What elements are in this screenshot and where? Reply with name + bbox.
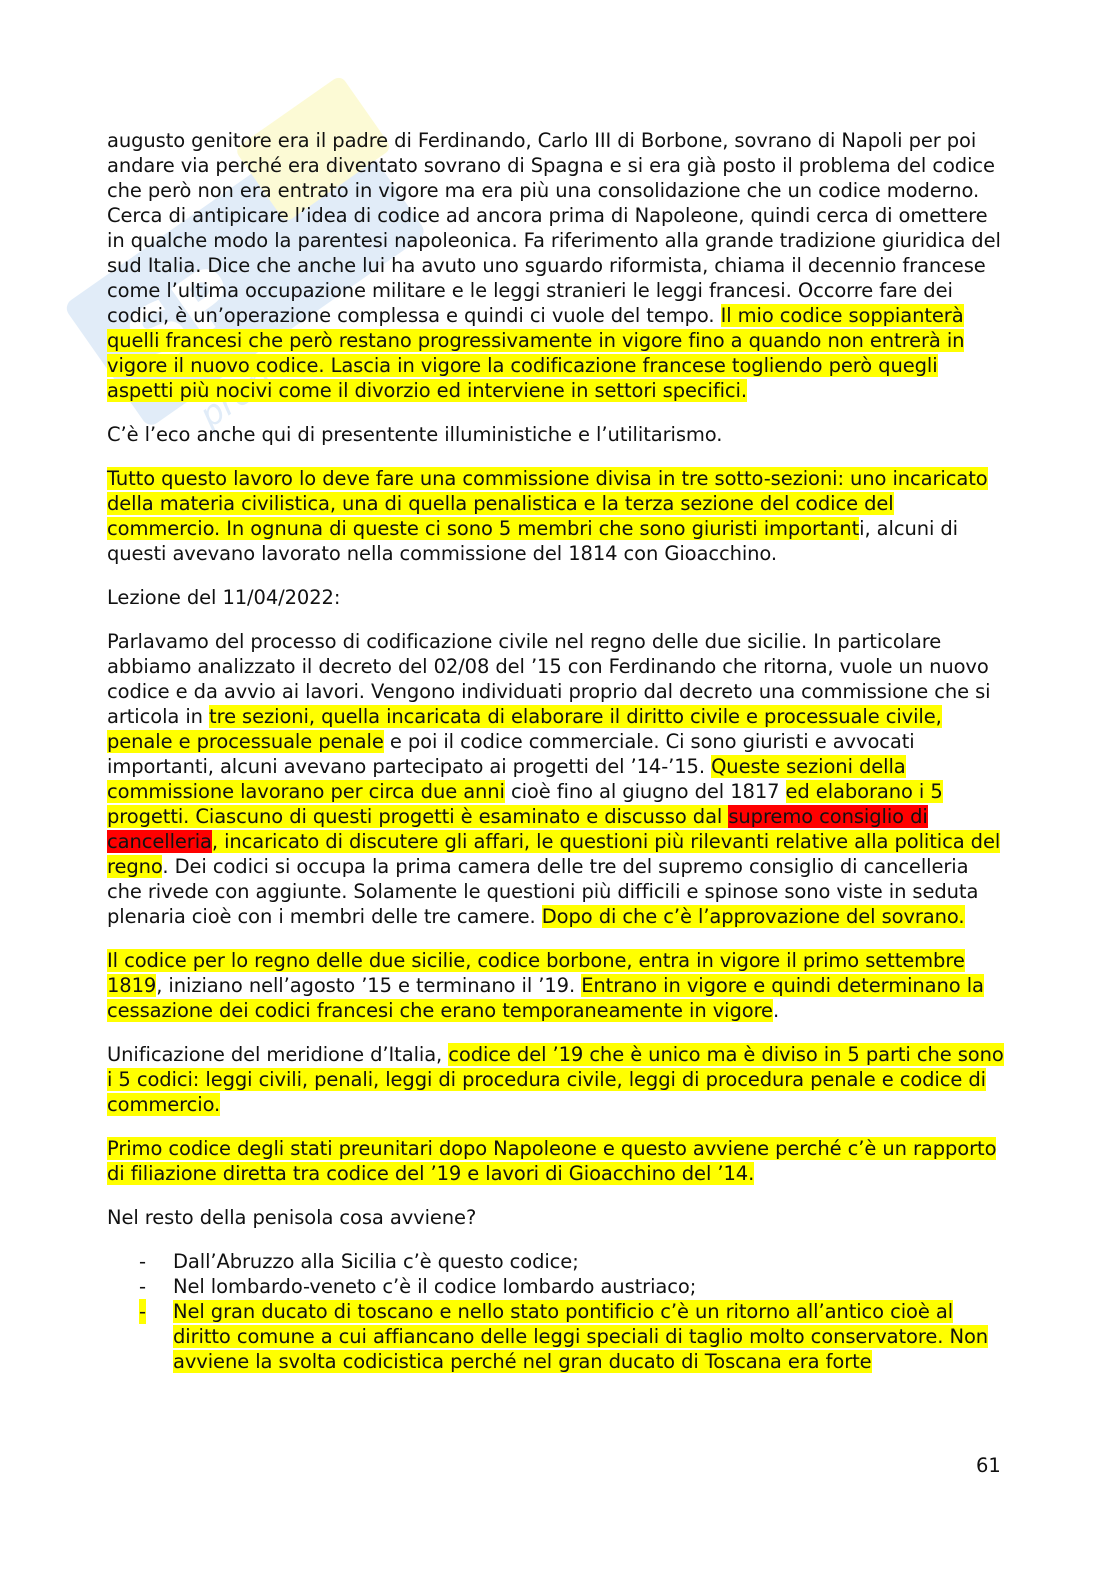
list-item-text: Dall’Abruzzo alla Sicilia c’è questo codice; — [173, 1250, 579, 1273]
paragraph — [107, 629, 1007, 929]
highlighted-text: Queste sezioni della commissione lavorano per circa due anni — [107, 755, 906, 803]
text-segment: . Dei codici si occupa la prima camera delle tre del supremo consiglio di cancelleria che rivede con aggiunte. Solamente le questioni più difficili e spinose sono viste in seduta plenaria cioè con i membri delle tre camere. — [107, 855, 979, 928]
paragraph — [107, 1205, 1007, 1230]
highlighted-text: Il codice per lo regno delle due sicilie, codice borbone, entra in vigore il primo settembre 1819 — [107, 949, 965, 997]
text-segment: , iniziano nell’agosto ’15 e terminano il ’19. — [156, 974, 582, 997]
list-marker: - — [139, 1250, 146, 1273]
text-segment: Lezione del 11/04/2022: — [107, 586, 341, 609]
document-body — [107, 128, 1007, 1230]
list-marker: - — [139, 1300, 146, 1323]
paragraph — [107, 948, 1007, 1023]
text-segment: augusto genitore era il padre di Ferdinando, Carlo III di Borbone, sovrano di Napoli per poi andare via perché era diventato sovrano di Spagna e si era già posto il problema del codice che però non era entrato in vigore ma era più una consolidazione che un codice moderno. Cerca di antipicare l’idea di codice ad ancora prima di Napoleone, quindi cerca di omettere in qualche modo la parentesi napoleonica. Fa riferimento alla grande tradizione giuridica del sud Italia. Dice che anche lui ha avuto uno sguardo riformista, chiama il decennio francese come l’ultima occupazione militare e le leggi stranieri le leggi francesi. Occorre fare dei codici, è un’operazione complessa e quindi ci vuole del tempo. — [107, 129, 1001, 327]
text-segment: C’è l’eco anche qui di presentente illuministiche e l’utilitarismo. — [107, 423, 723, 446]
text-segment: Parlavamo del processo di codificazione civile nel regno delle due sicilie. In particolare abbiamo analizzato il decreto del 02/08 del ’15 con Ferdinando che ritorna, vuole un nuovo codice e da avvio ai lavori. Vengono individuati proprio dal decreto una commissione che si articola in — [107, 630, 991, 728]
list-item-text: Nel lombardo-veneto c’è il codice lombardo austriaco; — [173, 1275, 697, 1298]
list-item — [107, 1299, 1007, 1374]
highlighted-text: codice del ’19 che è unico ma è diviso in 5 parti che sono i 5 codici: leggi civili, penali, leggi di procedura civile, leggi di procedura penale e codice di commercio. — [107, 1043, 1004, 1116]
highlighted-text: Tutto questo lavoro lo deve fare una commissione divisa in tre sotto-sezioni: uno incaricato della materia civilistica, una di quella penalistica e la terza sezione del codice del commercio. In ognuna di queste ci sono 5 membri che sono giuristi important — [107, 467, 988, 540]
highlighted-text: Primo codice degli stati preunitari dopo Napoleone e questo avviene perché c’è un rapporto di filiazione diretta tra codice del ’19 e lavori di Gioacchino del ’14. — [107, 1137, 997, 1185]
highlighted-text: supremo consiglio di cancelleria — [107, 805, 928, 853]
text-segment: cioè fino al giugno del 1817 — [504, 780, 786, 803]
paragraph — [107, 585, 1007, 610]
highlighted-text: Il mio codice soppianterà quelli francesi che però restano progressivamente in vigore fino a quando non entrerà in vigore il nuovo codice. Lascia in vigore la codificazione francese togliendo però quegli aspetti più nocivi come il divorzio ed interviene in settori specifici. — [107, 304, 965, 402]
paragraph — [107, 466, 1007, 566]
bullet-list — [107, 1249, 1007, 1374]
paragraph — [107, 1136, 1007, 1186]
paragraph — [107, 422, 1007, 447]
highlighted-text: Nel gran ducato di toscano e nello stato pontificio c’è un ritorno all’antico cioè al diritto comune a cui affiancano delle leggi speciali di taglio molto conservatore. Non avviene la svolta codicistica perché nel gran ducato di Toscana era forte — [173, 1300, 989, 1373]
list-marker: - — [139, 1275, 146, 1298]
highlighted-text: ed elaborano i 5 progetti. Ciascuno di questi progetti è esaminato e discusso dal — [107, 780, 943, 828]
svg-text:SP: SP — [111, 248, 256, 388]
text-segment: Unificazione del meridione d’Italia, — [107, 1043, 449, 1066]
text-segment: e poi il codice commerciale. Ci sono giuristi e avvocati importanti, alcuni avevano partecipato ai progetti del ’14-’15. — [107, 730, 915, 778]
list-item — [107, 1249, 1007, 1274]
text-segment: . — [772, 999, 780, 1022]
page-number: 61 — [976, 1454, 1001, 1477]
text-segment: i, alcuni di questi avevano lavorato nella commissione del 1814 con Gioacchino. — [107, 517, 958, 565]
highlighted-text: tre sezioni, quella incaricata di elaborare il diritto civile e processuale civile, penale e processuale penale — [107, 705, 942, 753]
text-segment: Nel resto della penisola cosa avviene? — [107, 1206, 477, 1229]
document-page — [107, 128, 1007, 1374]
list-item — [107, 1274, 1007, 1299]
paragraph — [107, 1042, 1007, 1117]
highlighted-text: Dopo di che c’è l’approvazione del sovrano. — [541, 905, 965, 928]
highlighted-text: Entrano in vigore e quindi determinano la cessazione dei codici francesi che erano temporaneamente in vigore — [107, 974, 984, 1022]
paragraph — [107, 128, 1007, 403]
highlighted-text: , incaricato di discutere gli affari, le questioni più rilevanti relative alla politica del regno — [107, 830, 1001, 878]
